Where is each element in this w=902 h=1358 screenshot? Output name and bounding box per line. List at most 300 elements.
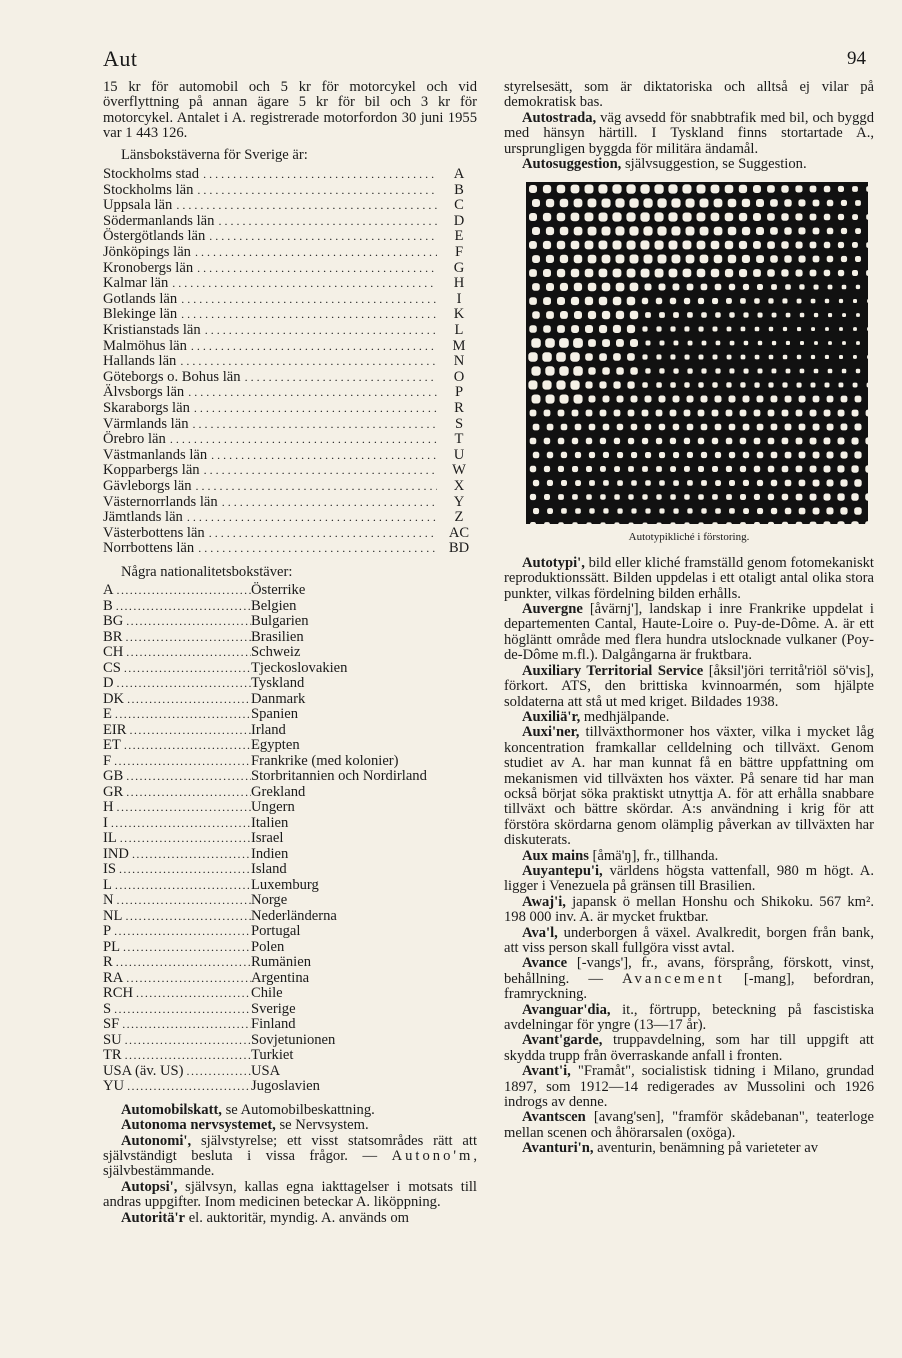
halftone-dot [684, 298, 690, 304]
halftone-dot [543, 269, 551, 277]
nationality-abbr: SF [103, 1017, 120, 1033]
lan-name: Kristianstads län [103, 321, 201, 338]
halftone-dot [771, 285, 777, 291]
entry-text: aventurin, benämning på varieteter av [593, 1140, 818, 1157]
halftone-dot [741, 327, 746, 332]
halftone-dot [726, 495, 732, 501]
halftone-dot [530, 438, 537, 445]
nationality-abbr: IS [103, 862, 116, 878]
halftone-dot [852, 242, 858, 248]
halftone-dot [811, 383, 816, 388]
halftone-dot [711, 213, 720, 222]
halftone-dot [588, 368, 595, 375]
leader-dots [188, 385, 437, 400]
halftone-dot [712, 298, 718, 304]
dictionary-entry [504, 1064, 874, 1110]
halftone-dot [712, 495, 718, 501]
halftone-dot [840, 480, 847, 487]
halftone-dot [754, 494, 760, 500]
nationality-country: Ungern [251, 799, 295, 816]
leader-dots [122, 1017, 251, 1032]
halftone-dot [585, 382, 592, 389]
halftone-dot [530, 410, 537, 417]
halftone-dot [542, 381, 551, 390]
entry-headword: Auvergne [522, 601, 583, 618]
lan-code: P [454, 384, 464, 401]
halftone-dot [712, 438, 718, 444]
halftone-dot [786, 341, 790, 345]
nationality-row [103, 1048, 477, 1064]
halftone-dot [670, 438, 676, 444]
halftone-dot [781, 242, 788, 249]
halftone-dot [715, 396, 722, 403]
halftone-dot [598, 185, 607, 194]
halftone-dot [686, 255, 695, 264]
halftone-dot [810, 466, 817, 473]
halftone-dot [855, 229, 861, 235]
halftone-dot [588, 227, 597, 236]
halftone-dot [617, 481, 623, 487]
halftone-dot [810, 438, 817, 445]
halftone-dot [673, 452, 679, 458]
halftone-dot [630, 311, 638, 319]
intro-paragraph: 15 kr för automobil och 5 kr för motorcykel och vid överflyttning på annan ägare 5 kr för bil och 3 kr för motorcykel. Antalet i A. registrerade motorfordon 30 juni 1955 var 1 443 126. [103, 79, 477, 142]
halftone-dot [557, 326, 565, 334]
entry-headword: Autosuggestion, [522, 156, 622, 173]
halftone-dot [571, 241, 580, 250]
halftone-dot [726, 298, 732, 304]
nationality-country: Tjeckoslovakien [251, 659, 348, 676]
leader-dots [126, 971, 251, 986]
nationality-abbr: L [103, 877, 112, 893]
nationality-country: Chile [251, 985, 283, 1002]
nationality-country: Norge [251, 892, 288, 909]
halftone-dot [627, 354, 635, 362]
nationality-row [103, 1079, 477, 1095]
halftone-dot [532, 312, 540, 320]
lan-name: Kalmar län [103, 275, 169, 292]
halftone-dot [701, 509, 706, 514]
entry-text: se Automobilbeskattning. [221, 1101, 375, 1118]
leader-dots [193, 417, 437, 432]
leader-dots [194, 401, 437, 416]
halftone-dot [642, 410, 649, 417]
halftone-dot [684, 438, 690, 444]
halftone-dot [744, 341, 749, 346]
halftone-dot [546, 199, 554, 207]
halftone-dot [560, 311, 568, 319]
halftone-dot [697, 269, 706, 278]
halftone-dot [687, 509, 692, 514]
entry-text: [avang'sen], "framför skådebanan", teaterloge mellan scenen och åhörarsalen (oxöga). [504, 1109, 874, 1141]
lan-name: Malmöhus län [103, 337, 187, 354]
halftone-dot [630, 255, 639, 264]
continued-paragraph: styrelsesätt, som är diktatoriska och alltså ej vilar på demokratisk bas. [504, 79, 874, 111]
leader-dots [116, 599, 251, 614]
nationality-abbr-cell [103, 1079, 251, 1094]
halftone-dot [656, 298, 662, 304]
halftone-dot [854, 452, 861, 459]
nationality-abbr-cell [103, 909, 251, 924]
halftone-dot [754, 466, 760, 472]
halftone-dot [813, 452, 820, 459]
nationality-row [103, 583, 477, 599]
halftone-dot [640, 185, 649, 194]
halftone-dot [800, 341, 804, 345]
leader-dots [209, 526, 437, 541]
nationality-country: Rumänien [251, 954, 311, 971]
right-column [504, 80, 874, 1157]
halftone-dot [546, 395, 555, 404]
halftone-dot [755, 355, 760, 360]
halftone-dot [641, 269, 650, 278]
halftone-dot [799, 285, 804, 290]
lan-row [103, 339, 477, 355]
nationality-abbr: D [103, 676, 114, 692]
leader-dots [211, 448, 437, 463]
halftone-dot [546, 227, 554, 235]
entry-text: självstyrelse; ett visst statsområdes rätt att självständigt besluta i vissa frågor. — [103, 1132, 477, 1164]
halftone-dot [628, 438, 634, 444]
nationality-row [103, 847, 477, 863]
halftone-dot [855, 424, 862, 431]
halftone-dot [698, 410, 705, 417]
halftone-dot [599, 382, 606, 389]
halftone-dot [814, 369, 819, 374]
halftone-dot [668, 185, 677, 194]
nationality-row [103, 1033, 477, 1049]
lan-name: Hallands län [103, 353, 177, 370]
halftone-dot [588, 199, 597, 208]
halftone-dot [685, 355, 690, 360]
nationality-country: USA [251, 1062, 281, 1079]
halftone-dot [626, 185, 635, 194]
halftone-dot [528, 381, 537, 390]
halftone-dot [656, 383, 662, 389]
halftone-dot [810, 242, 817, 249]
halftone-dot [842, 342, 846, 346]
entry-text: truppavdelning, som har till uppgift att skydda trupp från överraskande anfall i fronten. [504, 1032, 874, 1064]
dictionary-entry [103, 1118, 477, 1133]
halftone-dot [715, 509, 721, 515]
halftone-dot [627, 241, 636, 250]
halftone-dot [856, 314, 860, 318]
halftone-dot [603, 452, 609, 458]
dictionary-entry [504, 1033, 874, 1064]
nationality-row [103, 614, 477, 630]
nationality-abbr-cell [103, 1033, 251, 1048]
dictionary-entry [504, 111, 874, 157]
halftone-dot [824, 494, 831, 501]
halftone-dot [784, 256, 791, 263]
lan-code: A [453, 166, 465, 183]
leader-dots [117, 893, 251, 908]
nationality-row [103, 924, 477, 940]
halftone-dot [824, 438, 831, 445]
halftone-dot [786, 369, 791, 374]
halftone-dot [811, 355, 815, 359]
halftone-dot [573, 367, 583, 377]
halftone-dot [799, 424, 806, 431]
entry-text-tail: , självbestämmande. [103, 1148, 477, 1180]
halftone-dot [853, 299, 857, 303]
dictionary-entry [504, 602, 874, 664]
halftone-dot [612, 185, 621, 194]
lan-code: L [454, 321, 464, 338]
nationality-abbr-cell [103, 692, 251, 707]
halftone-dot [559, 367, 568, 376]
halftone-dot [673, 284, 680, 291]
leader-dots [170, 432, 437, 447]
halftone-dot [729, 284, 735, 290]
halftone-dot [545, 367, 554, 376]
halftone-dot [756, 199, 764, 207]
halftone-dot [683, 241, 692, 250]
halftone-dot [852, 187, 858, 193]
halftone-dot [628, 410, 635, 417]
halftone-dot [799, 508, 806, 515]
leader-dots [132, 847, 251, 862]
lan-name: Gotlands län [103, 290, 178, 307]
halftone-dot [739, 185, 747, 193]
nationality-abbr: GR [103, 784, 124, 800]
halftone-dot [753, 270, 761, 278]
halftone-dot [740, 410, 747, 417]
halftone-dot [545, 339, 555, 349]
halftone-dot [852, 215, 858, 221]
halftone-dot [585, 325, 593, 333]
halftone-dot [743, 396, 750, 403]
halftone-dot [827, 452, 834, 459]
halftone-dot [655, 269, 664, 278]
halftone-dot [711, 241, 720, 250]
halftone-dot [715, 481, 721, 487]
leader-dots [203, 167, 437, 182]
halftone-dot [586, 438, 592, 444]
halftone-dot [532, 256, 540, 264]
halftone-dot [743, 452, 749, 458]
halftone-dot [824, 186, 831, 193]
halftone-dot [544, 466, 550, 472]
halftone-dot [560, 255, 568, 263]
dictionary-entry [504, 157, 874, 172]
dictionary-entry [504, 1003, 874, 1034]
halftone-dot [701, 284, 708, 291]
halftone-dot [725, 241, 733, 249]
halftone-dot [797, 299, 802, 304]
nationality-row [103, 723, 477, 739]
lan-code: U [453, 446, 465, 463]
leader-dots [222, 495, 437, 510]
halftone-dot [615, 199, 624, 208]
halftone-dot [600, 466, 606, 472]
halftone-dot [725, 269, 733, 277]
nationality-abbr: RA [103, 970, 124, 986]
halftone-dot [614, 467, 620, 473]
halftone-dot [799, 396, 806, 403]
halftone-dot [814, 313, 818, 317]
nationality-abbr: EIR [103, 722, 127, 738]
entry-text: el. auktoritär, myndig. A. används om [185, 1209, 410, 1226]
nationality-country: Jugoslavien [251, 1078, 320, 1095]
halftone-dot [533, 508, 539, 514]
halftone-dot [561, 424, 568, 431]
lan-name: Södermanlands län [103, 212, 215, 229]
halftone-dot [785, 396, 792, 403]
halftone-dot [560, 395, 569, 404]
halftone-dot [715, 424, 722, 431]
halftone-dot [782, 466, 789, 473]
right-entries-top [504, 111, 874, 173]
halftone-dot [645, 509, 650, 514]
halftone-dot [631, 424, 638, 431]
nationality-abbr-cell [103, 754, 251, 769]
halftone-dot [642, 495, 647, 500]
halftone-dot [642, 298, 648, 304]
entry-text: självsuggestion, se Suggestion. [621, 156, 807, 173]
halftone-dot [614, 438, 620, 444]
lan-name: Örebro län [103, 431, 166, 448]
halftone-dot [627, 297, 636, 306]
halftone-dot [543, 185, 551, 193]
halftone-dot [603, 481, 609, 487]
halftone-dot [645, 452, 651, 458]
halftone-dot [856, 369, 860, 373]
halftone-dot [697, 185, 706, 194]
halftone-dot [659, 509, 664, 514]
halftone-dot [743, 313, 748, 318]
nationality-abbr: H [103, 800, 114, 816]
halftone-dot [575, 452, 581, 458]
halftone-dot [742, 227, 750, 235]
nationality-abbr-cell [103, 816, 251, 831]
nationality-abbr: ET [103, 738, 121, 754]
halftone-dot [701, 396, 708, 403]
halftone-dot [768, 494, 774, 500]
halftone-dot [542, 353, 552, 363]
nationality-abbr-cell [103, 971, 251, 986]
right-entries [504, 556, 874, 1157]
nationality-abbr: RCH [103, 986, 134, 1002]
halftone-dot [799, 452, 806, 459]
nationality-row [103, 955, 477, 971]
lan-code: K [453, 306, 465, 323]
halftone-dot [574, 395, 583, 404]
leader-dots [195, 245, 437, 260]
lan-row [103, 385, 477, 401]
halftone-dot [574, 311, 582, 319]
halftone-dot [839, 383, 844, 388]
nationality-abbr: I [103, 815, 108, 831]
halftone-dot [617, 452, 623, 458]
halftone-dot [571, 269, 579, 277]
nationality-country: Belgien [251, 597, 297, 614]
halftone-dot [558, 438, 565, 445]
halftone-dot [575, 481, 581, 487]
halftone-dot [644, 255, 653, 264]
halftone-dot [572, 438, 578, 444]
halftone-dot [825, 355, 829, 359]
halftone-dot [852, 270, 858, 276]
halftone-dot [571, 185, 580, 194]
halftone-dot [813, 424, 820, 431]
leader-dots [125, 630, 251, 645]
halftone-dot [673, 509, 678, 514]
halftone-dot [729, 509, 735, 515]
entry-headword: Aux mains [522, 847, 589, 864]
nationality-abbr-cell [103, 893, 251, 908]
dictionary-entry [504, 1110, 874, 1141]
leader-dots [126, 645, 251, 660]
nationality-abbr: BR [103, 629, 123, 645]
halftone-dot [589, 481, 595, 487]
halftone-dot [529, 185, 537, 193]
lan-row [103, 198, 477, 214]
halftone-dot [713, 355, 718, 360]
nationality-abbr: P [103, 924, 112, 940]
halftone-dot [659, 481, 665, 487]
nationality-abbr-cell [103, 676, 251, 691]
halftone-dot [642, 355, 647, 360]
halftone-dot [631, 452, 637, 458]
lan-name: Jämtlands län [103, 509, 183, 526]
halftone-dot [754, 438, 761, 445]
halftone-dot [687, 424, 694, 431]
halftone-dot [574, 199, 583, 208]
halftone-dot [684, 327, 689, 332]
halftone-dot [699, 327, 704, 332]
halftone-dot [670, 298, 676, 304]
entry-headword: Ava'l, [522, 924, 558, 941]
halftone-dot [838, 438, 845, 445]
halftone-dot [699, 355, 704, 360]
halftone-dot [643, 199, 652, 208]
halftone-dot [702, 341, 707, 346]
halftone-dot [771, 424, 778, 431]
halftone-dot [642, 467, 648, 473]
halftone-dot [687, 396, 694, 403]
halftone-dot [757, 284, 763, 290]
halftone-dot [544, 410, 551, 417]
dictionary-entry [504, 849, 874, 864]
entry-headword: Avanturi'n, [522, 1140, 594, 1157]
halftone-dot [813, 396, 820, 403]
halftone-dot [728, 227, 737, 236]
leader-dots [209, 229, 437, 244]
halftone-dot [739, 241, 747, 249]
lan-name: Västernorrlands län [103, 493, 218, 510]
halftone-dot [530, 466, 536, 472]
halftone-dot [670, 327, 675, 332]
dictionary-entry [504, 556, 874, 602]
halftone-dot [726, 383, 731, 388]
leader-dots [120, 831, 251, 846]
lan-name: Kopparbergs län [103, 462, 200, 479]
halftone-dot [715, 452, 721, 458]
halftone-dot [684, 383, 689, 388]
halftone-dot [574, 227, 583, 236]
halftone-dot [852, 438, 859, 445]
halftone-dot [854, 480, 861, 487]
halftone-dot [560, 199, 569, 208]
nationality-country: Österrike [251, 582, 306, 599]
halftone-dot [532, 199, 540, 207]
halftone-dot [825, 328, 829, 332]
halftone-dot [716, 341, 721, 346]
halftone-dot [561, 452, 567, 458]
halftone-dot [796, 410, 803, 417]
halftone-dot [800, 369, 805, 374]
